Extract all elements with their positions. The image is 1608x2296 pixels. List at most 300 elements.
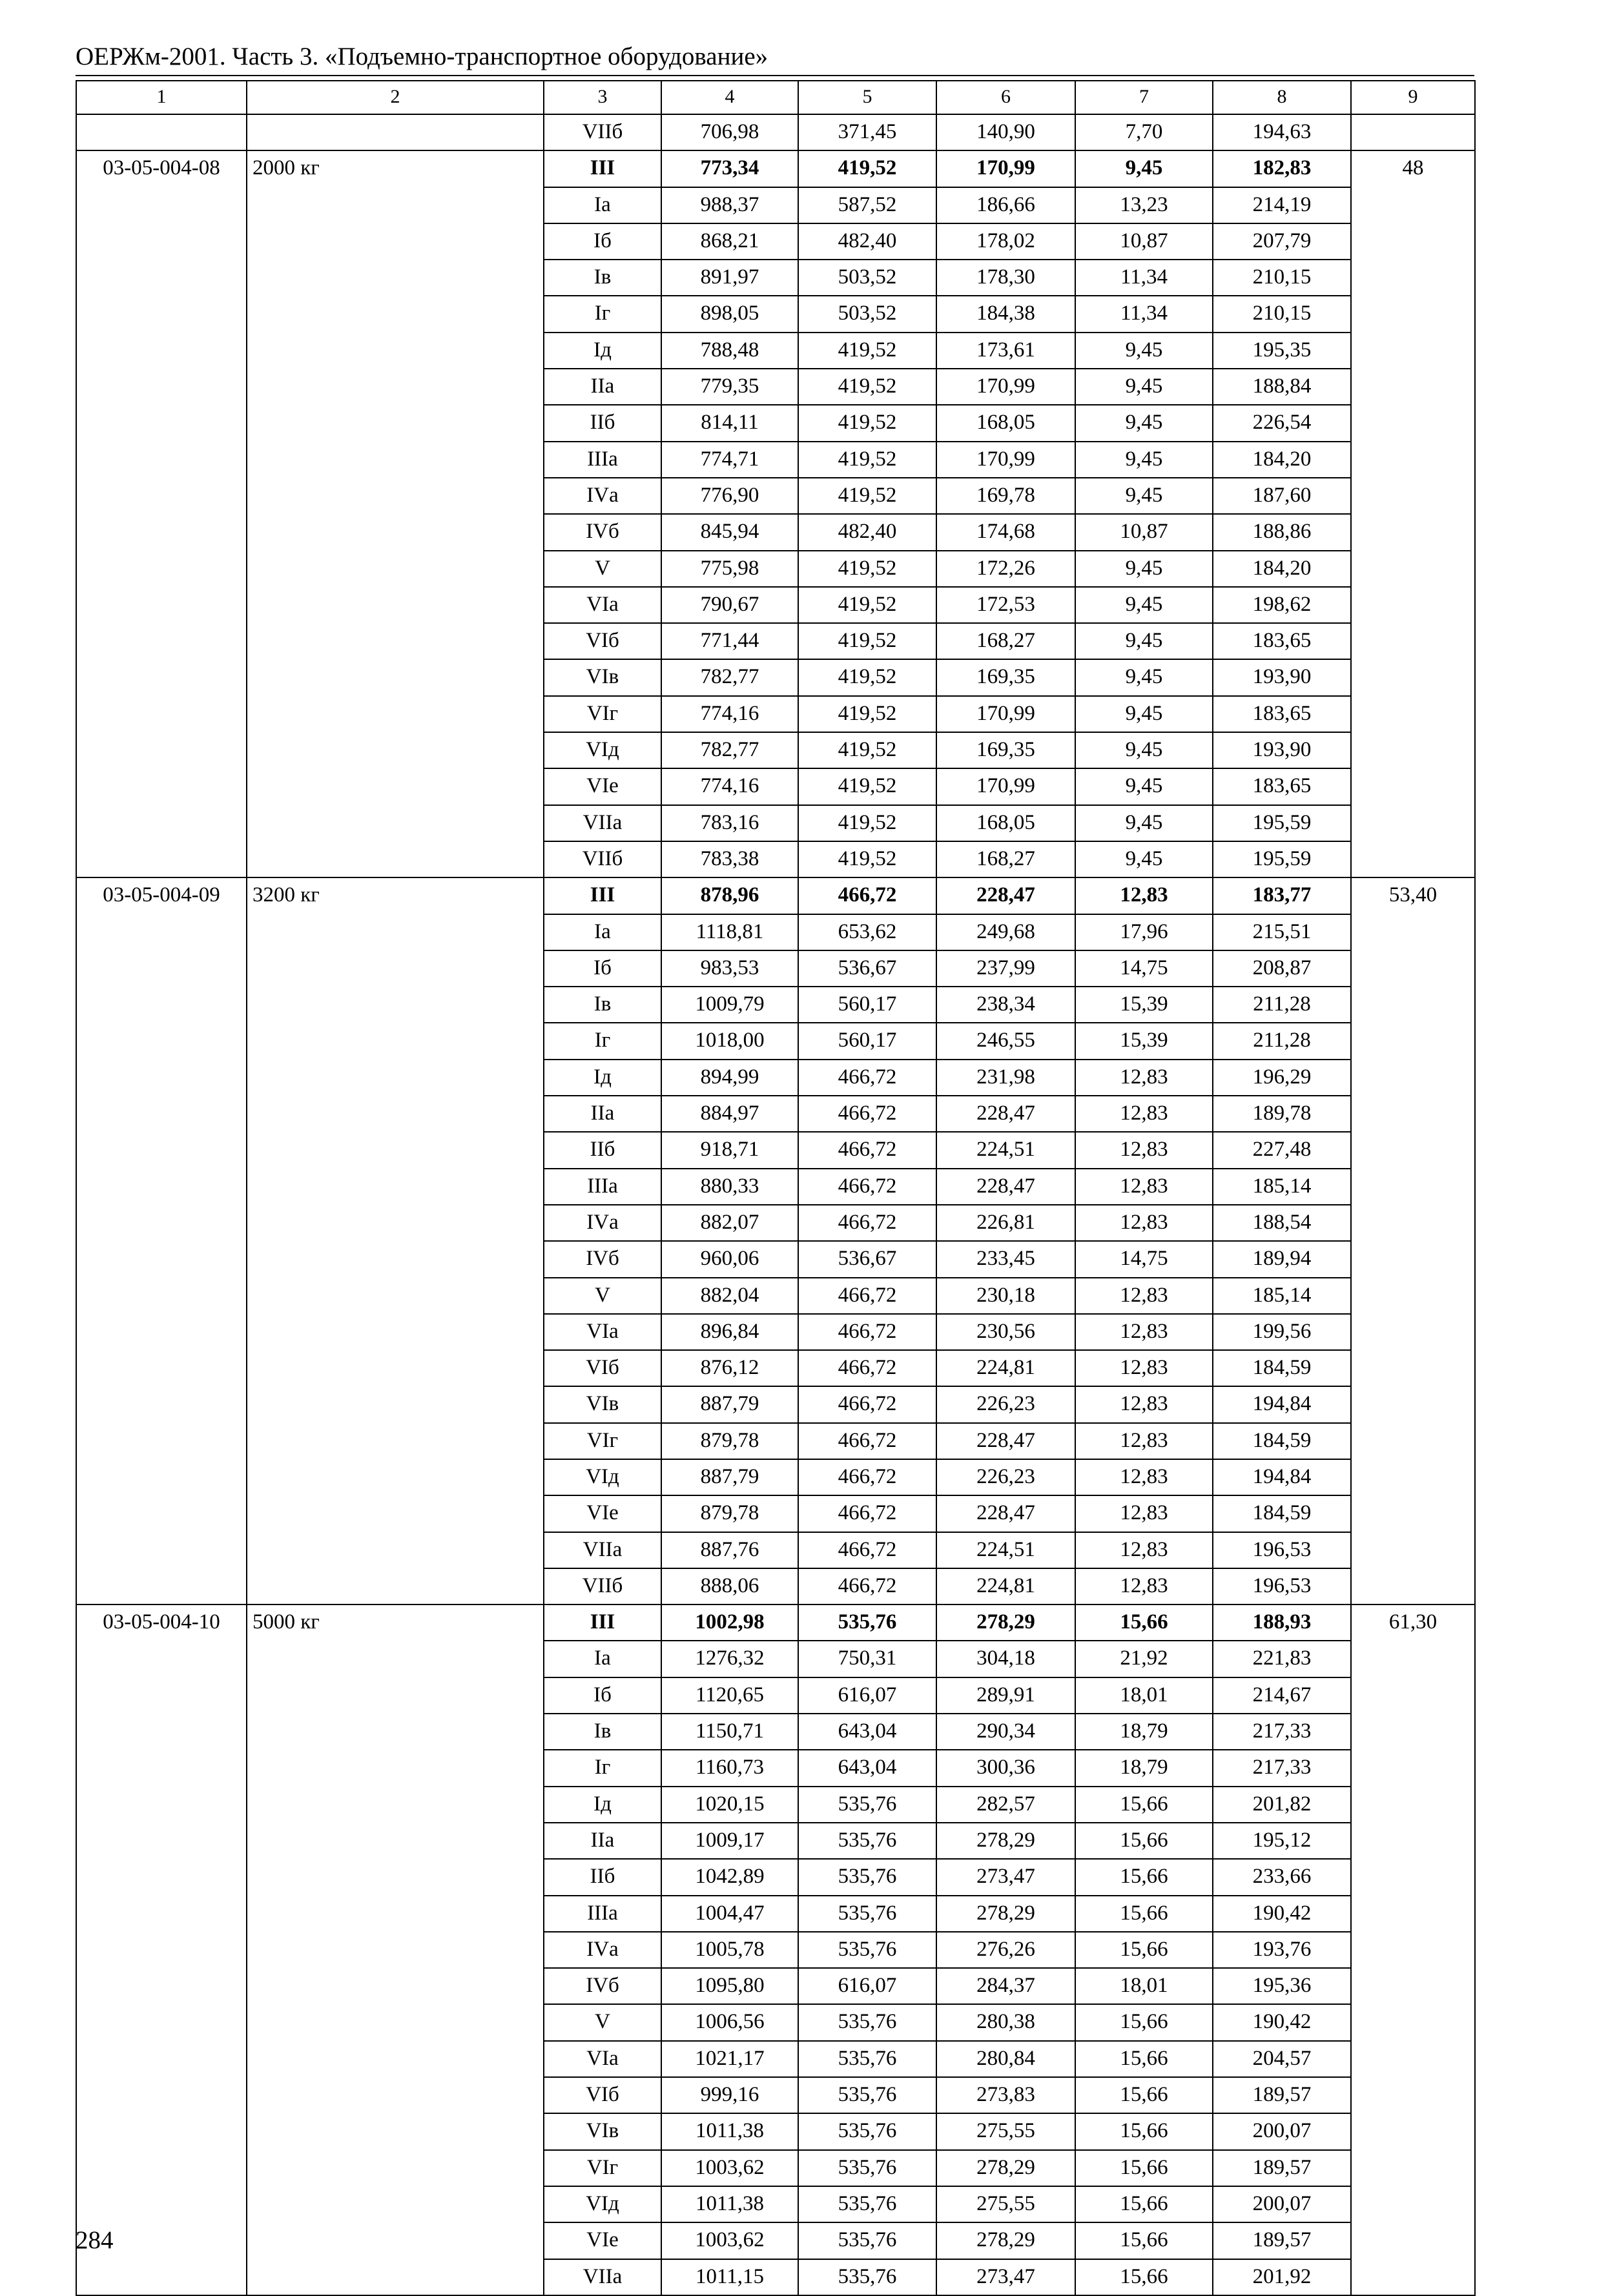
item-name: 2000 кг	[247, 150, 544, 877]
value-cell: 466,72	[798, 877, 936, 914]
variant-cell: VIIа	[544, 2259, 661, 2295]
value-cell: 188,86	[1213, 514, 1351, 550]
value-cell: 186,66	[936, 187, 1075, 223]
value-cell: 9,45	[1075, 369, 1213, 405]
value-cell: 983,53	[661, 950, 798, 987]
value-cell: 774,16	[661, 696, 798, 732]
value-cell: 882,07	[661, 1205, 798, 1241]
value-cell: 419,52	[798, 442, 936, 478]
value-cell: 419,52	[798, 150, 936, 187]
value-cell: 196,29	[1213, 1060, 1351, 1096]
variant-cell: Iг	[544, 296, 661, 332]
value-cell: 195,36	[1213, 1968, 1351, 2004]
value-cell: 466,72	[798, 1278, 936, 1314]
value-cell: 12,83	[1075, 1532, 1213, 1568]
value-cell: 210,15	[1213, 296, 1351, 332]
value-cell: 217,33	[1213, 1750, 1351, 1786]
value-cell: 12,83	[1075, 1278, 1213, 1314]
value-cell: 201,82	[1213, 1787, 1351, 1823]
value-cell: 238,34	[936, 987, 1075, 1023]
value-cell: 466,72	[798, 1568, 936, 1604]
variant-cell: VIб	[544, 623, 661, 659]
value-cell: 535,76	[798, 2186, 936, 2222]
variant-cell: IVа	[544, 1205, 661, 1241]
value-cell: 782,77	[661, 732, 798, 768]
value-cell: 790,67	[661, 587, 798, 623]
value-cell: 228,47	[936, 1169, 1075, 1205]
value-cell: 960,06	[661, 1241, 798, 1277]
value-cell: 466,72	[798, 1132, 936, 1168]
value-cell: 193,90	[1213, 732, 1351, 768]
value-cell: 233,66	[1213, 1859, 1351, 1895]
item-name: 3200 кг	[247, 877, 544, 1604]
column-number-row	[76, 81, 1475, 114]
value-cell: 228,47	[936, 1495, 1075, 1532]
value-cell: 466,72	[798, 1423, 936, 1459]
value-cell: 894,99	[661, 1060, 798, 1096]
value-cell: 9,45	[1075, 587, 1213, 623]
value-cell: 276,26	[936, 1932, 1075, 1968]
value-cell: 168,05	[936, 805, 1075, 841]
value-cell: 868,21	[661, 223, 798, 260]
value-cell: 12,83	[1075, 1205, 1213, 1241]
value-cell: 215,51	[1213, 914, 1351, 950]
variant-cell: IIб	[544, 1859, 661, 1895]
value-cell: 195,12	[1213, 1823, 1351, 1859]
code-cell	[76, 114, 247, 150]
header-rule	[76, 75, 1474, 76]
value-cell: 200,07	[1213, 2186, 1351, 2222]
value-cell: 482,40	[798, 223, 936, 260]
value-cell: 643,04	[798, 1714, 936, 1750]
value-cell: 280,38	[936, 2004, 1075, 2040]
value-cell: 12,83	[1075, 1350, 1213, 1386]
value-cell: 221,83	[1213, 1641, 1351, 1677]
value-cell: 224,81	[936, 1568, 1075, 1604]
value-cell: 419,52	[798, 333, 936, 369]
variant-cell: VIе	[544, 1495, 661, 1532]
value-cell: 182,83	[1213, 150, 1351, 187]
value-cell: 188,93	[1213, 1604, 1351, 1641]
value-cell: 273,83	[936, 2077, 1075, 2113]
value-cell: 227,48	[1213, 1132, 1351, 1168]
value-cell: 882,04	[661, 1278, 798, 1314]
value-cell: 15,66	[1075, 1932, 1213, 1968]
value-cell: 173,61	[936, 333, 1075, 369]
value-cell: 194,63	[1213, 114, 1351, 150]
value-cell: 616,07	[798, 1677, 936, 1714]
value-cell: 15,66	[1075, 1896, 1213, 1932]
value-cell: 1011,15	[661, 2259, 798, 2295]
value-cell: 880,33	[661, 1169, 798, 1205]
value-cell: 503,52	[798, 296, 936, 332]
value-cell: 170,99	[936, 442, 1075, 478]
column-number: 2	[247, 81, 544, 114]
value-cell: 616,07	[798, 1968, 936, 2004]
value-cell: 535,76	[798, 2113, 936, 2149]
value-cell: 466,72	[798, 1386, 936, 1422]
value-cell: 1003,62	[661, 2150, 798, 2186]
value-cell: 170,99	[936, 150, 1075, 187]
value-cell: 1021,17	[661, 2041, 798, 2077]
value-cell: 12,83	[1075, 1459, 1213, 1495]
value-cell: 282,57	[936, 1787, 1075, 1823]
variant-cell: VIIа	[544, 805, 661, 841]
column-number: 4	[661, 81, 798, 114]
value-cell: 775,98	[661, 551, 798, 587]
table-row	[76, 114, 1475, 150]
value-cell: 535,76	[798, 1823, 936, 1859]
value-cell: 466,72	[798, 1495, 936, 1532]
variant-cell: III	[544, 1604, 661, 1641]
value-cell: 230,18	[936, 1278, 1075, 1314]
value-cell: 188,84	[1213, 369, 1351, 405]
value-cell: 1011,38	[661, 2113, 798, 2149]
value-cell: 15,66	[1075, 1859, 1213, 1895]
variant-cell: IIб	[544, 1132, 661, 1168]
value-cell: 207,79	[1213, 223, 1351, 260]
value-cell: 290,34	[936, 1714, 1075, 1750]
value-cell: 196,53	[1213, 1568, 1351, 1604]
value-cell: 878,96	[661, 877, 798, 914]
value-cell: 1018,00	[661, 1023, 798, 1059]
value-cell: 888,06	[661, 1568, 798, 1604]
value-cell: 1020,15	[661, 1787, 798, 1823]
value-cell: 278,29	[936, 1604, 1075, 1641]
value-cell: 18,01	[1075, 1968, 1213, 2004]
value-cell: 773,34	[661, 150, 798, 187]
value-cell: 169,35	[936, 659, 1075, 695]
value-cell: 9,45	[1075, 405, 1213, 441]
variant-cell: VIб	[544, 1350, 661, 1386]
value-cell: 224,51	[936, 1132, 1075, 1168]
value-cell: 12,83	[1075, 1568, 1213, 1604]
value-cell: 201,92	[1213, 2259, 1351, 2295]
value-cell: 535,76	[798, 2259, 936, 2295]
value-cell: 1118,81	[661, 914, 798, 950]
variant-cell: Iв	[544, 260, 661, 296]
value-cell: 226,23	[936, 1386, 1075, 1422]
value-cell: 214,67	[1213, 1677, 1351, 1714]
value-cell: 249,68	[936, 914, 1075, 950]
value-cell: 189,78	[1213, 1096, 1351, 1132]
value-cell: 15,66	[1075, 2222, 1213, 2259]
value-cell: 1005,78	[661, 1932, 798, 1968]
value-cell: 21,92	[1075, 1641, 1213, 1677]
value-cell: 15,39	[1075, 1023, 1213, 1059]
variant-cell: IIа	[544, 369, 661, 405]
value-cell: 15,66	[1075, 2041, 1213, 2077]
value-cell: 560,17	[798, 987, 936, 1023]
variant-cell: Iб	[544, 223, 661, 260]
value-cell: 535,76	[798, 2150, 936, 2186]
value-cell: 233,45	[936, 1241, 1075, 1277]
value-cell: 466,72	[798, 1096, 936, 1132]
variant-cell: VIд	[544, 732, 661, 768]
value-cell: 273,47	[936, 1859, 1075, 1895]
value-cell: 1009,17	[661, 1823, 798, 1859]
table-body	[76, 81, 1475, 2295]
value-cell: 208,87	[1213, 950, 1351, 987]
value-cell: 535,76	[798, 1787, 936, 1823]
value-cell: 289,91	[936, 1677, 1075, 1714]
value-cell: 211,28	[1213, 987, 1351, 1023]
value-cell: 140,90	[936, 114, 1075, 150]
value-cell: 1120,65	[661, 1677, 798, 1714]
value-cell: 18,01	[1075, 1677, 1213, 1714]
value-cell: 482,40	[798, 514, 936, 550]
value-cell: 15,39	[1075, 987, 1213, 1023]
value-cell: 199,56	[1213, 1314, 1351, 1350]
value-cell: 9,45	[1075, 841, 1213, 877]
value-cell: 15,66	[1075, 2150, 1213, 2186]
document-header: ОЕРЖм-2001. Часть 3. «Подъемно-транспортное оборудование»	[76, 43, 768, 70]
variant-cell: VIа	[544, 587, 661, 623]
value-cell: 419,52	[798, 696, 936, 732]
value-cell: 18,79	[1075, 1714, 1213, 1750]
variant-cell: VIг	[544, 696, 661, 732]
variant-cell: VIв	[544, 1386, 661, 1422]
value-cell: 783,16	[661, 805, 798, 841]
value-cell: 168,27	[936, 623, 1075, 659]
value-cell: 168,27	[936, 841, 1075, 877]
value-cell: 774,16	[661, 768, 798, 805]
variant-cell: VIв	[544, 659, 661, 695]
value-cell: 535,76	[798, 2222, 936, 2259]
value-cell: 879,78	[661, 1495, 798, 1532]
variant-cell: IIа	[544, 1096, 661, 1132]
value-cell: 535,76	[798, 1604, 936, 1641]
value-cell: 419,52	[798, 659, 936, 695]
value-cell: 210,15	[1213, 260, 1351, 296]
value-cell: 11,34	[1075, 296, 1213, 332]
value-cell: 11,34	[1075, 260, 1213, 296]
value-cell: 419,52	[798, 768, 936, 805]
value-cell: 284,37	[936, 1968, 1075, 2004]
value-cell: 466,72	[798, 1169, 936, 1205]
value-cell: 188,54	[1213, 1205, 1351, 1241]
value-cell: 230,56	[936, 1314, 1075, 1350]
value-cell: 9,45	[1075, 551, 1213, 587]
value-cell: 174,68	[936, 514, 1075, 550]
variant-cell: IVб	[544, 1241, 661, 1277]
value-cell: 9,45	[1075, 442, 1213, 478]
value-cell: 189,57	[1213, 2150, 1351, 2186]
variant-cell: V	[544, 1278, 661, 1314]
value-cell: 195,59	[1213, 805, 1351, 841]
column-number: 5	[798, 81, 936, 114]
value-cell: 10,87	[1075, 514, 1213, 550]
value-cell: 1002,98	[661, 1604, 798, 1641]
item-col9: 53,40	[1351, 877, 1475, 1604]
value-cell: 999,16	[661, 2077, 798, 2113]
variant-cell: VIIб	[544, 1568, 661, 1604]
value-cell: 178,30	[936, 260, 1075, 296]
value-cell: 643,04	[798, 1750, 936, 1786]
value-cell: 898,05	[661, 296, 798, 332]
value-cell: 185,14	[1213, 1278, 1351, 1314]
value-cell: 12,83	[1075, 1060, 1213, 1096]
value-cell: 195,59	[1213, 841, 1351, 877]
value-cell: 9,45	[1075, 478, 1213, 514]
value-cell: 275,55	[936, 2186, 1075, 2222]
value-cell: 419,52	[798, 587, 936, 623]
value-cell: 12,83	[1075, 1314, 1213, 1350]
variant-cell: Iа	[544, 1641, 661, 1677]
value-cell: 536,67	[798, 950, 936, 987]
value-cell: 237,99	[936, 950, 1075, 987]
value-cell: 587,52	[798, 187, 936, 223]
value-cell: 183,65	[1213, 696, 1351, 732]
variant-cell: VIб	[544, 2077, 661, 2113]
value-cell: 170,99	[936, 768, 1075, 805]
variant-cell: IVа	[544, 478, 661, 514]
value-cell: 13,23	[1075, 187, 1213, 223]
value-cell: 184,20	[1213, 551, 1351, 587]
value-cell: 214,19	[1213, 187, 1351, 223]
value-cell: 884,97	[661, 1096, 798, 1132]
value-cell: 466,72	[798, 1459, 936, 1495]
value-cell: 9,45	[1075, 333, 1213, 369]
value-cell: 9,45	[1075, 805, 1213, 841]
value-cell: 536,67	[798, 1241, 936, 1277]
column-number: 1	[76, 81, 247, 114]
value-cell: 231,98	[936, 1060, 1075, 1096]
value-cell: 15,66	[1075, 2113, 1213, 2149]
variant-cell: VIе	[544, 2222, 661, 2259]
value-cell: 419,52	[798, 623, 936, 659]
value-cell: 9,45	[1075, 623, 1213, 659]
variant-cell: VIг	[544, 2150, 661, 2186]
value-cell: 535,76	[798, 1896, 936, 1932]
value-cell: 560,17	[798, 1023, 936, 1059]
variant-cell: Iд	[544, 333, 661, 369]
variant-cell: VIг	[544, 1423, 661, 1459]
variant-cell: IIIа	[544, 442, 661, 478]
value-cell: 1042,89	[661, 1859, 798, 1895]
value-cell: 535,76	[798, 1932, 936, 1968]
value-cell: 9,45	[1075, 696, 1213, 732]
value-cell: 891,97	[661, 260, 798, 296]
value-cell: 184,20	[1213, 442, 1351, 478]
value-cell: 535,76	[798, 2041, 936, 2077]
value-cell: 178,02	[936, 223, 1075, 260]
value-cell: 273,47	[936, 2259, 1075, 2295]
value-cell: 876,12	[661, 1350, 798, 1386]
variant-cell: VIд	[544, 1459, 661, 1495]
variant-cell: Iд	[544, 1787, 661, 1823]
value-cell: 170,99	[936, 369, 1075, 405]
value-cell: 184,38	[936, 296, 1075, 332]
variant-cell: Iа	[544, 914, 661, 950]
value-cell: 419,52	[798, 841, 936, 877]
variant-cell: VIIб	[544, 114, 661, 150]
value-cell: 776,90	[661, 478, 798, 514]
value-cell: 1011,38	[661, 2186, 798, 2222]
value-cell: 887,76	[661, 1532, 798, 1568]
variant-cell: III	[544, 877, 661, 914]
value-cell: 226,81	[936, 1205, 1075, 1241]
value-cell: 535,76	[798, 2077, 936, 2113]
value-cell: 193,76	[1213, 1932, 1351, 1968]
value-cell: 783,38	[661, 841, 798, 877]
variant-cell: Iб	[544, 1677, 661, 1714]
value-cell: 193,90	[1213, 659, 1351, 695]
item-col9: 48	[1351, 150, 1475, 877]
column-number: 6	[936, 81, 1075, 114]
value-cell: 168,05	[936, 405, 1075, 441]
value-cell: 204,57	[1213, 2041, 1351, 2077]
value-cell: 15,66	[1075, 1604, 1213, 1641]
value-cell: 918,71	[661, 1132, 798, 1168]
variant-cell: Iг	[544, 1750, 661, 1786]
value-cell: 419,52	[798, 478, 936, 514]
value-cell: 7,70	[1075, 114, 1213, 150]
variant-cell: IVа	[544, 1932, 661, 1968]
variant-cell: VIIб	[544, 841, 661, 877]
value-cell: 184,59	[1213, 1495, 1351, 1532]
value-cell: 12,83	[1075, 1096, 1213, 1132]
value-cell: 187,60	[1213, 478, 1351, 514]
value-cell: 278,29	[936, 1896, 1075, 1932]
value-cell: 170,99	[936, 696, 1075, 732]
value-cell: 228,47	[936, 1096, 1075, 1132]
value-cell: 246,55	[936, 1023, 1075, 1059]
value-cell: 189,57	[1213, 2222, 1351, 2259]
value-cell: 184,59	[1213, 1350, 1351, 1386]
value-cell: 419,52	[798, 805, 936, 841]
value-cell: 9,45	[1075, 768, 1213, 805]
value-cell: 466,72	[798, 1205, 936, 1241]
value-cell: 304,18	[936, 1641, 1075, 1677]
col9-cell	[1351, 114, 1475, 150]
value-cell: 1276,32	[661, 1641, 798, 1677]
value-cell: 18,79	[1075, 1750, 1213, 1786]
variant-cell: V	[544, 551, 661, 587]
value-cell: 814,11	[661, 405, 798, 441]
column-number: 3	[544, 81, 661, 114]
variant-cell: IIIа	[544, 1896, 661, 1932]
value-cell: 466,72	[798, 1060, 936, 1096]
value-cell: 879,78	[661, 1423, 798, 1459]
value-cell: 9,45	[1075, 150, 1213, 187]
value-cell: 419,52	[798, 405, 936, 441]
value-cell: 1003,62	[661, 2222, 798, 2259]
value-cell: 15,66	[1075, 1787, 1213, 1823]
value-cell: 12,83	[1075, 1132, 1213, 1168]
variant-cell: Iв	[544, 1714, 661, 1750]
table-row	[76, 877, 1475, 914]
value-cell: 278,29	[936, 2150, 1075, 2186]
value-cell: 9,45	[1075, 659, 1213, 695]
value-cell: 15,66	[1075, 1823, 1213, 1859]
value-cell: 14,75	[1075, 1241, 1213, 1277]
value-cell: 280,84	[936, 2041, 1075, 2077]
value-cell: 12,83	[1075, 877, 1213, 914]
value-cell: 419,52	[798, 732, 936, 768]
page-number: 284	[76, 2226, 114, 2254]
value-cell: 172,53	[936, 587, 1075, 623]
item-code: 03-05-004-10	[76, 1604, 247, 2295]
column-number: 9	[1351, 81, 1475, 114]
value-cell: 1009,79	[661, 987, 798, 1023]
value-cell: 706,98	[661, 114, 798, 150]
value-cell: 419,52	[798, 551, 936, 587]
value-cell: 195,35	[1213, 333, 1351, 369]
value-cell: 896,84	[661, 1314, 798, 1350]
variant-cell: Iв	[544, 987, 661, 1023]
value-cell: 1095,80	[661, 1968, 798, 2004]
